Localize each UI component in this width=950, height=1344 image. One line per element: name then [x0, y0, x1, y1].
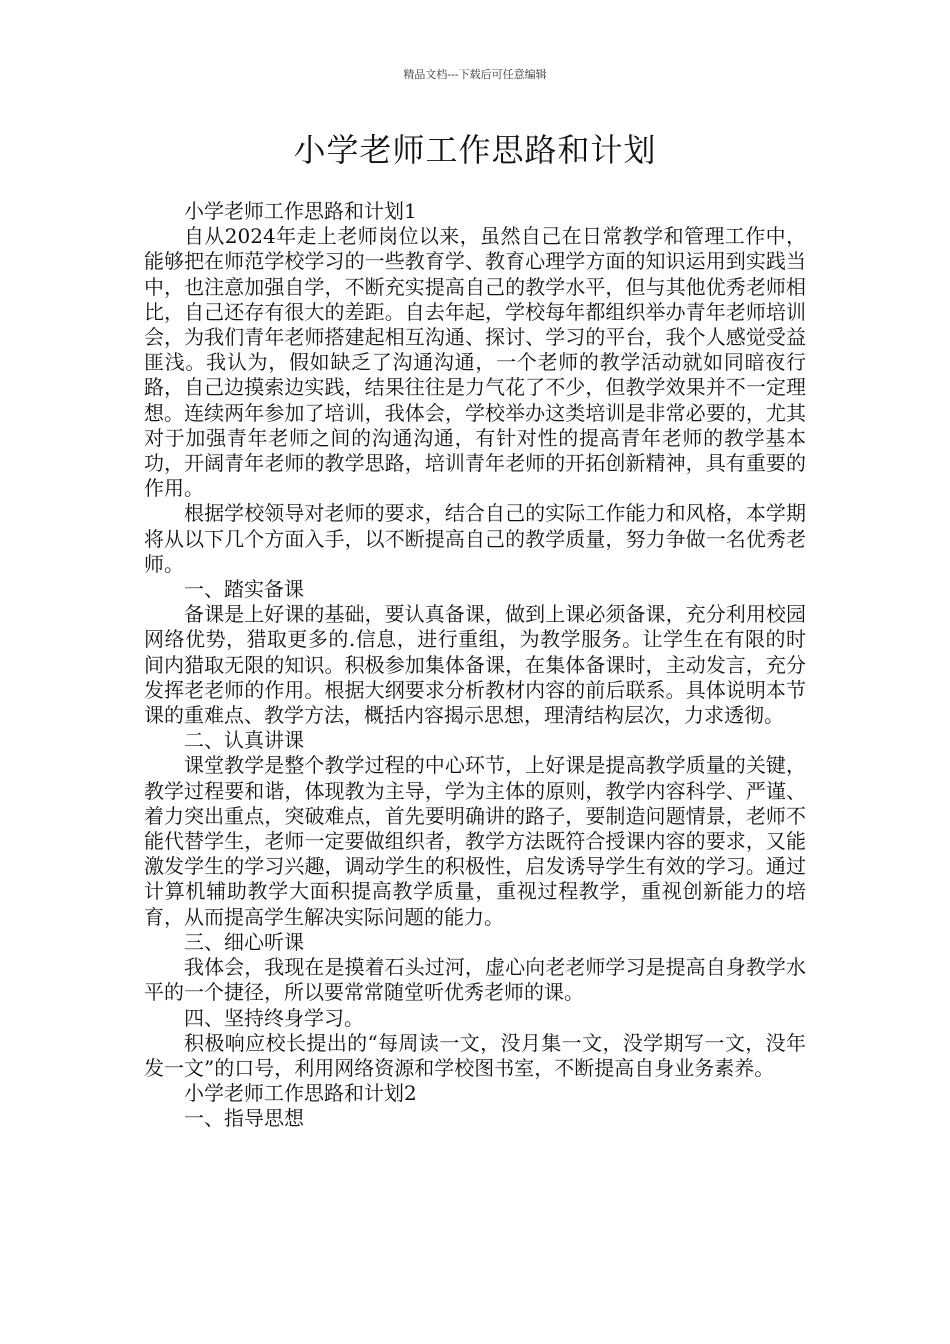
- paragraph-observation: 我体会，我现在是摸着石头过河，虚心向老老师学习是提高自身教学水平的一个捷径，所以要常常随堂听优秀老师的课。: [144, 955, 806, 1005]
- heading-lesson-prep: 一、踏实备课: [184, 577, 304, 602]
- paragraph-requirements: 根据学校领导对老师的要求，结合自己的实际工作能力和风格，本学期将从以下几个方面入手，以不断提高自己的教学质量，努力争做一名优秀老师。: [144, 501, 806, 576]
- paragraph-intro: 自从2024年走上老师岗位以来，虽然自己在日常教学和管理工作中，能够把在师范学校学习的一些教育学、教育心理学方面的知识运用到实践当中，也注意加强自学，不断充实提高自己的教学水平，但与其他优秀老师相比，自己还存有很大的差距。自去年起，学校每年都组织举办青年老师培训会，为我们青年老师搭建起相互沟通、探讨、学习的平台，我个人感觉受益匪浅。我认为，假如缺乏了沟通沟通，一个老师的教学活动就如同暗夜行路，自己边摸索边实践，结果往往是力气花了不少，但教学效果并不一定理想。连续两年参加了培训，我体会，学校举办这类培训是非常必要的，尤其对于加强青年老师之间的沟通沟通，有针对性的提高青年老师的教学基本功，开阔青年老师的教学思路，培训青年老师的开拓创新精神，具有重要的作用。: [144, 224, 806, 501]
- heading-guiding-thought: 一、指导思想: [184, 1106, 304, 1131]
- heading-teaching: 二、认真讲课: [184, 728, 304, 753]
- document-title: 小学老师工作思路和计划: [293, 131, 657, 169]
- section-heading-plan-2: 小学老师工作思路和计划2: [184, 1081, 417, 1106]
- paragraph-lifelong-learning: 积极响应校长提出的“每周读一文，没月集一文，没学期写一文，没年发一文”的口号，利用网络资源和学校图书室，不断提高自身业务素养。: [144, 1030, 806, 1080]
- section-heading-plan-1: 小学老师工作思路和计划1: [184, 199, 417, 223]
- paragraph-lesson-prep: 备课是上好课的基础，要认真备课，做到上课必须备课，充分利用校园网络优势，猎取更多的.信息，进行重组，为教学服务。让学生在有限的时间内猎取无限的知识。积极参加集体备课，在集体备课时，主动发言，充分发挥老老师的作用。根据大纲要求分析教材内容的前后联系。具体说明本节课的重难点、教学方法，概括内容揭示思想，理清结构层次，力求透彻。: [144, 602, 806, 728]
- paragraph-teaching: 课堂教学是整个教学过程的中心环节，上好课是提高教学质量的关键，教学过程要和谐，体现教为主导，学为主体的原则，教学内容科学、严谨、着力突出重点，突破难点，首先要明确讲的路子，要制造问题情景，老师不能代替学生，老师一定要做组织者，教学方法既符合授课内容的要求，又能激发学生的学习兴趣，调动学生的积极性，启发诱导学生有效的学习。通过计算机辅助教学大面积提高教学质量，重视过程教学，重视创新能力的培育，从而提高学生解决实际问题的能力。: [144, 753, 806, 929]
- heading-lifelong-learning: 四、坚持终身学习。: [184, 1005, 364, 1030]
- heading-observation: 三、细心听课: [184, 929, 304, 954]
- document-body: [144, 199, 806, 1132]
- header-note: 精品文档---下载后可任意编辑: [403, 68, 547, 81]
